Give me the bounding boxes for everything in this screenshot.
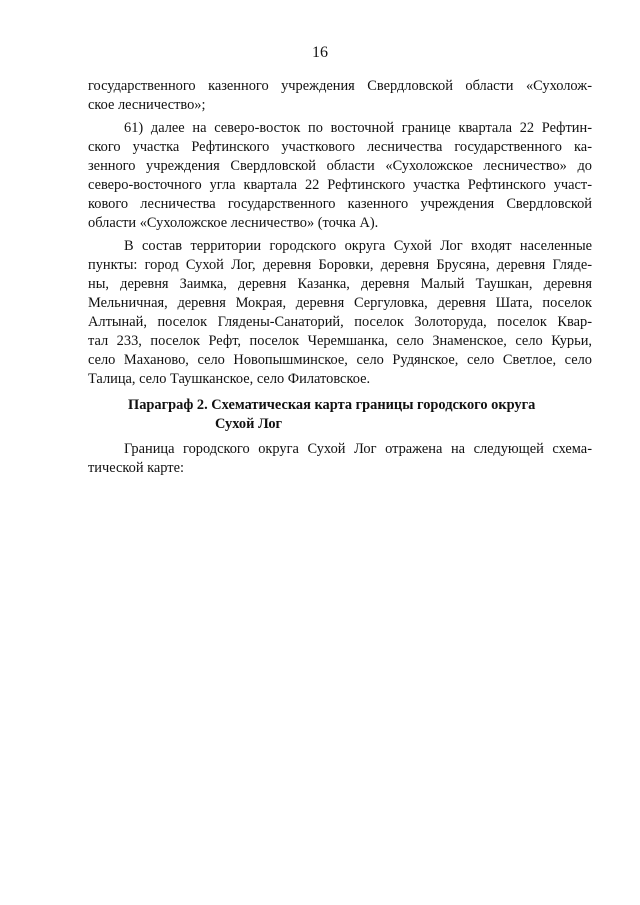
paragraph-line: области «Сухоложское лесничество» (точка А). [88, 215, 379, 231]
paragraph-line: Талица, село Таушканское, село Филатовское. [88, 371, 371, 387]
paragraph-line: северо-восточного угла квартала 22 Рефтинского участка Рефтинского участ- [88, 177, 592, 193]
paragraph-line: Мельничная, деревня Мокрая, деревня Сергуловка, деревня Шата, поселок [88, 295, 592, 311]
paragraph-line: ны, деревня Заимка, деревня Казанка, деревня Малый Таушкан, деревня [88, 276, 592, 292]
paragraph-line: зенного учреждения Свердловской области «Сухоложское лесничество» до [88, 158, 592, 174]
paragraph-line: тической карте: [88, 460, 184, 476]
paragraph-line: государственного казенного учреждения Свердловской области «Сухолож- [88, 78, 592, 94]
paragraph-line: кового лесничества государственного казенного учреждения Свердловской [88, 196, 592, 212]
paragraph-line: ское лесничество»; [88, 97, 206, 113]
paragraph-line: тал 233, поселок Рефт, поселок Черемшанка, село Знаменское, село Курьи, [88, 333, 592, 349]
page-number: 16 [312, 44, 328, 61]
paragraph-line: ского участка Рефтинского участкового лесничества государственного ка- [88, 139, 592, 155]
paragraph-line: 61) далее на северо-восток по восточной границе квартала 22 Рефтин- [124, 120, 592, 136]
paragraph-line: Алтынай, поселок Глядены-Санаторий, поселок Золоторуда, поселок Квар- [88, 314, 592, 330]
paragraph-line: пункты: город Сухой Лог, деревня Боровки, деревня Брусяна, деревня Глядe- [88, 257, 592, 273]
section-heading-line-1: Параграф 2. Схематическая карта границы городского округа [128, 397, 536, 413]
paragraph-line: Граница городского округа Сухой Лог отражена на следующей схема- [124, 441, 592, 457]
paragraph-line: село Маханово, село Новопышминское, село Рудянское, село Светлое, село [88, 352, 592, 368]
paragraph-line: В состав территории городского округа Сухой Лог входят населенные [124, 238, 592, 254]
section-heading-line-2: Сухой Лог [215, 416, 283, 432]
